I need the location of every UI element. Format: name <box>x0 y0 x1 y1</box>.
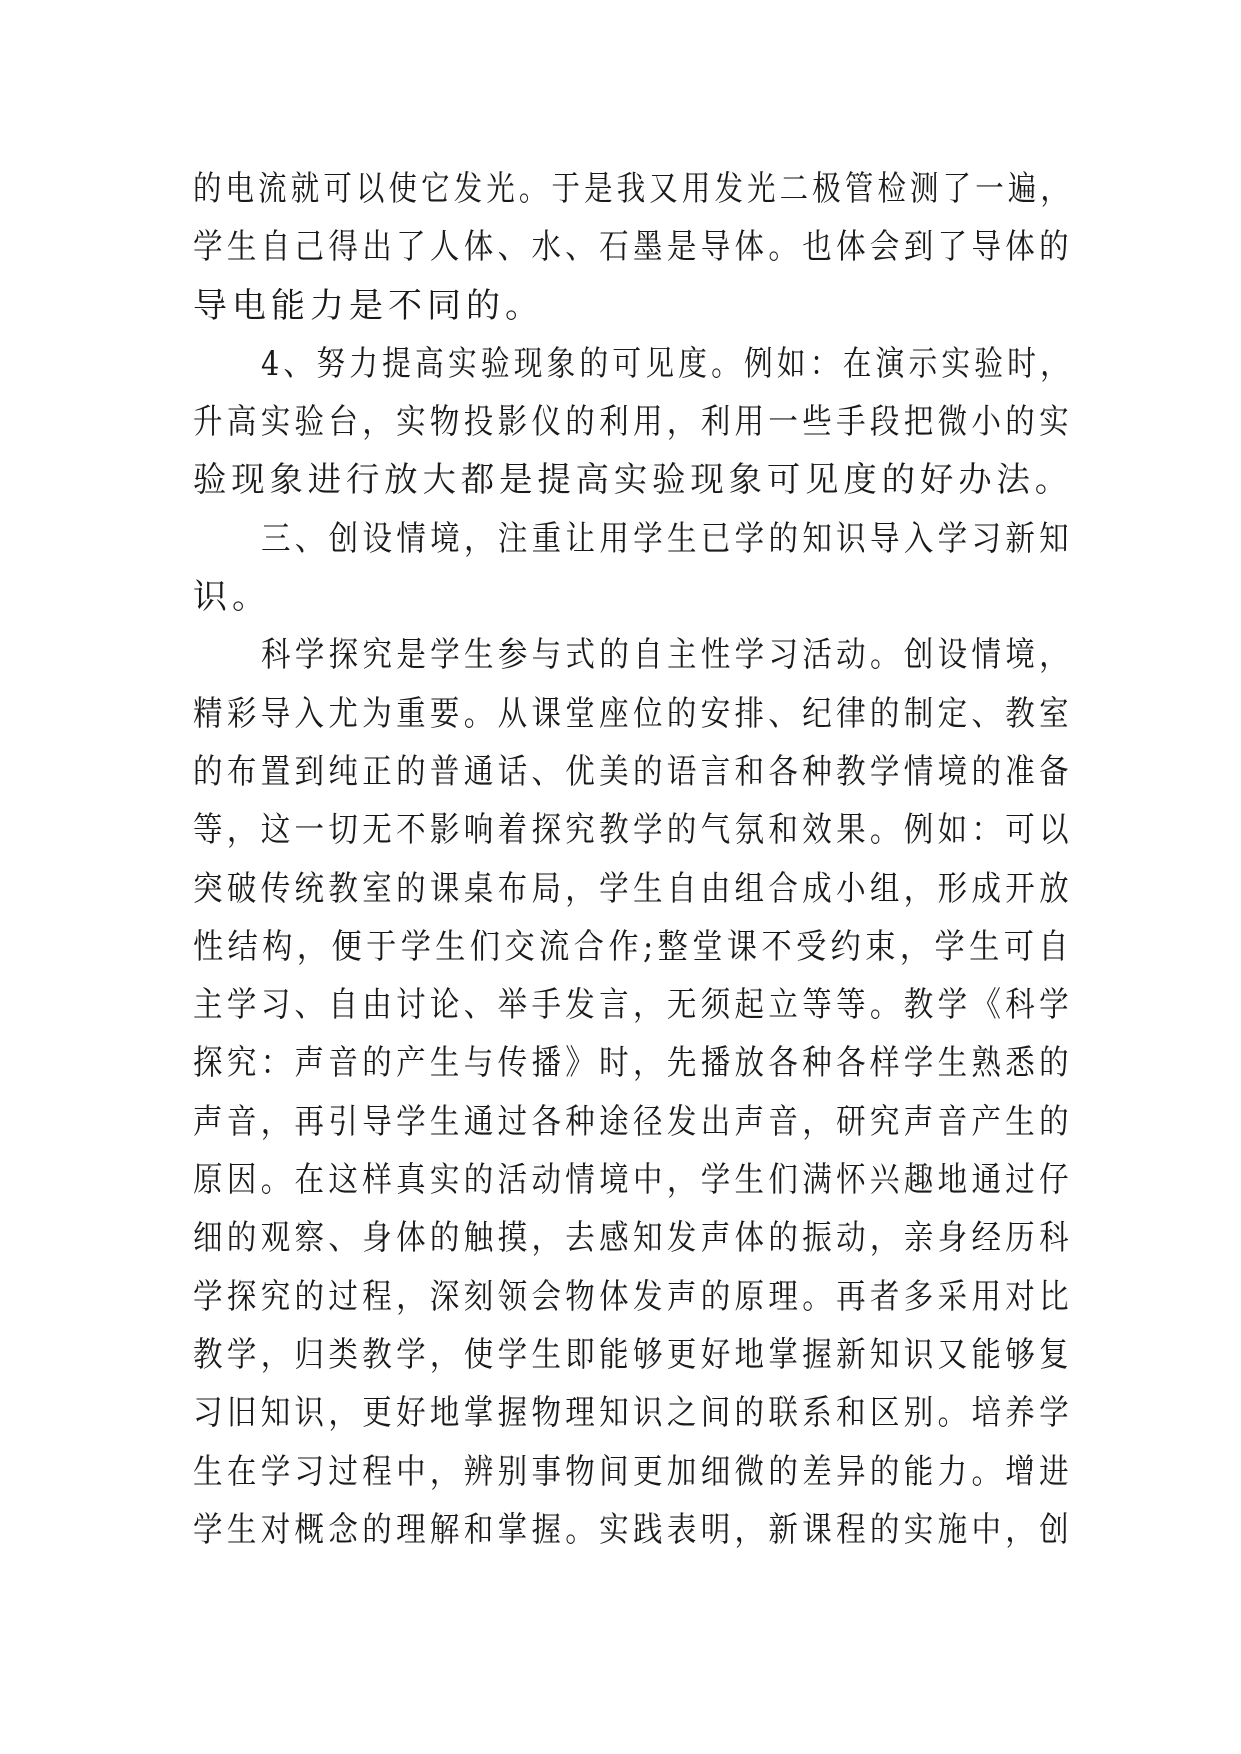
text-line: 突破传统教室的课桌布局，学生自由组合成小组，形成开放 <box>193 868 1073 909</box>
text-line: 升高实验台，实物投影仪的利用，利用一些手段把微小的实 <box>193 402 1073 443</box>
text-line: 探究：声音的产生与传播》时，先播放各种各样学生熟悉的 <box>193 1043 1073 1084</box>
paragraph-first-line: 三、创设情境，注重让用学生已学的知识导入学习新知 <box>261 518 1073 559</box>
text-line: 生在学习过程中，辨别事物间更加细微的差异的能力。增进 <box>193 1451 1073 1492</box>
text-line: 精彩导入尤为重要。从课堂座位的安排、纪律的制定、教室 <box>193 693 1073 734</box>
text-line: 验现象进行放大都是提高实验现象可见度的好办法。 <box>193 460 1073 501</box>
text-line: 的布置到纯正的普通话、优美的语言和各种教学情境的准备 <box>193 751 1073 792</box>
paragraph-first-line: 4、努力提高实验现象的可见度。例如：在演示实验时， <box>261 343 1073 384</box>
text-line: 原因。在这样真实的活动情境中，学生们满怀兴趣地通过仔 <box>193 1160 1073 1201</box>
text-line: 识。 <box>193 577 271 618</box>
text-line: 性结构，便于学生们交流合作;整堂课不受约束，学生可自 <box>193 926 1073 967</box>
text-line: 导电能力是不同的。 <box>193 285 544 326</box>
text-line: 声音，再引导学生通过各种途径发出声音，研究声音产生的 <box>193 1101 1073 1142</box>
text-line: 等，这一切无不影响着探究教学的气氛和效果。例如：可以 <box>193 810 1073 851</box>
text-line: 教学，归类教学，使学生即能够更好地掌握新知识又能够复 <box>193 1334 1073 1375</box>
text-line: 的电流就可以使它发光。于是我又用发光二极管检测了一遍， <box>193 169 1073 209</box>
document-body <box>193 160 1073 1559</box>
text-line: 习旧知识，更好地掌握物理知识之间的联系和区别。培养学 <box>193 1393 1073 1434</box>
paragraph-first-line: 科学探究是学生参与式的自主性学习活动。创设情境， <box>261 635 1073 676</box>
text-line: 学探究的过程，深刻领会物体发声的原理。再者多采用对比 <box>193 1276 1073 1317</box>
text-line: 细的观察、身体的触摸，去感知发声体的振动，亲身经历科 <box>193 1218 1073 1259</box>
text-line: 主学习、自由讨论、举手发言，无须起立等等。教学《科学 <box>193 985 1073 1026</box>
text-line: 学生对概念的理解和掌握。实践表明，新课程的实施中，创 <box>193 1509 1073 1550</box>
text-line: 学生自己得出了人体、水、石墨是导体。也体会到了导体的 <box>193 227 1073 268</box>
